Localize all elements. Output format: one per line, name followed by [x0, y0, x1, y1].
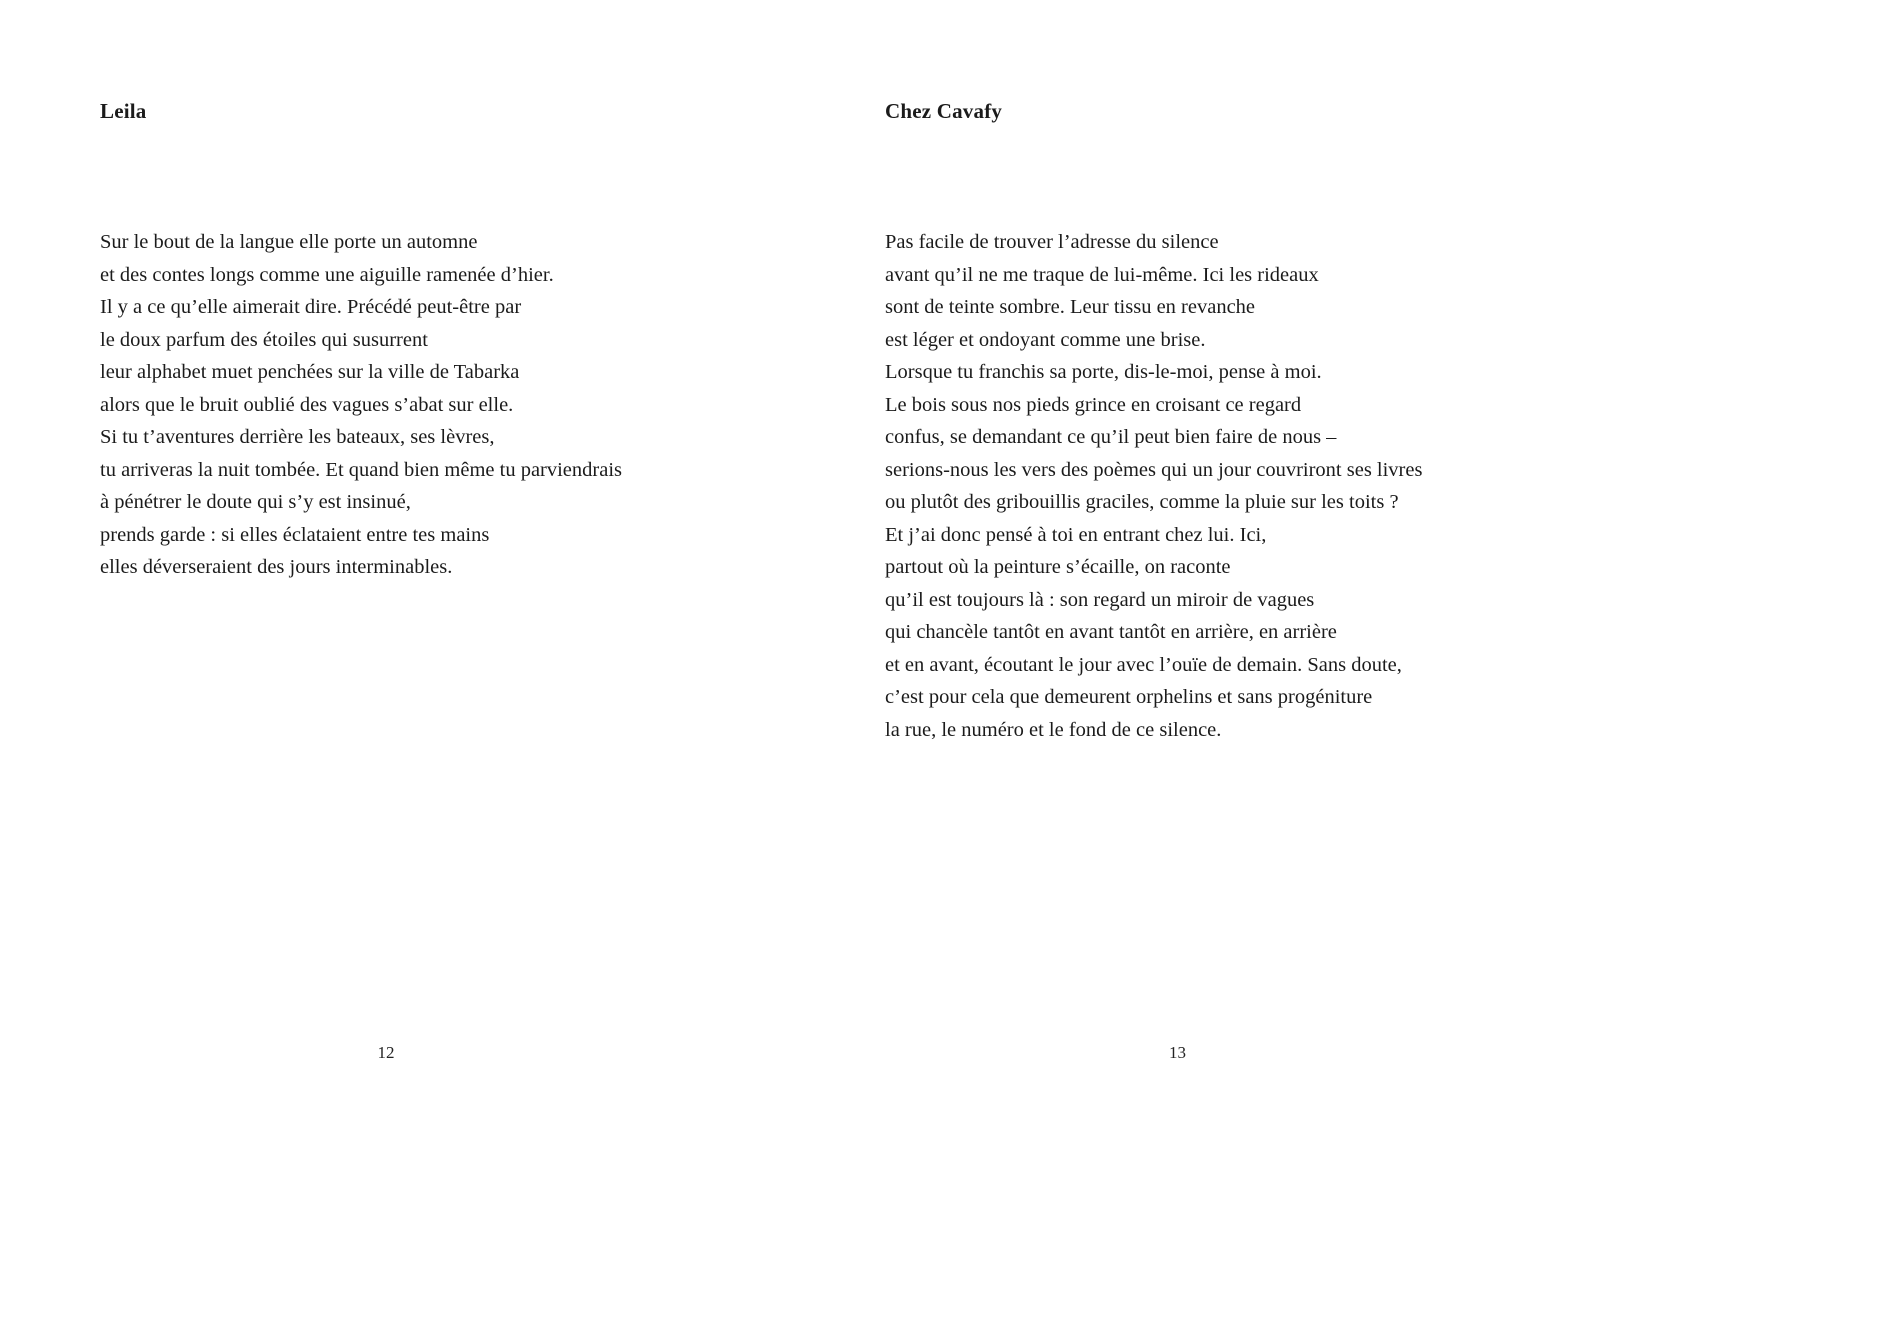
poem-line: qui chancèle tantôt en avant tantôt en arrière, en arrière [885, 621, 1337, 643]
poem-line: et en avant, écoutant le jour avec l’ouïe de demain. Sans doute, [885, 653, 1402, 676]
poem-line: partout où la peinture s’écaille, on raconte [885, 556, 1231, 578]
poem-body-right [885, 226, 1470, 746]
poem-line: Pas facile de trouver l’adresse du silence [885, 231, 1219, 253]
poem-line: Le bois sous nos pieds grince en croisant ce regard [885, 393, 1302, 416]
poem-line: à pénétrer le doute qui s’y est insinué, [100, 491, 411, 513]
poem-line: Lorsque tu franchis sa porte, dis-le-moi, pense à moi. [885, 361, 1322, 383]
poem-line: tu arriveras la nuit tombée. Et quand bien même tu parviendrais [100, 458, 623, 481]
poem-line: alors que le bruit oublié des vagues s’abat sur elle. [100, 393, 514, 416]
poem-line: Si tu t’aventures derrière les bateaux, ses lèvres, [100, 426, 495, 448]
page-number-right: 13 [1169, 1043, 1186, 1062]
poem-title-right: Chez Cavafy [885, 99, 1003, 123]
poem-line: elles déverseraient des jours interminables. [100, 556, 453, 578]
right-page [885, 0, 1470, 1339]
left-page [100, 0, 672, 1339]
poem-line: c’est pour cela que demeurent orphelins et sans progéniture [885, 686, 1373, 708]
poem-title-left: Leila [100, 99, 147, 123]
poem-line: leur alphabet muet penchées sur la ville de Tabarka [100, 361, 520, 383]
poem-line: la rue, le numéro et le fond de ce silence. [885, 718, 1222, 741]
poem-line: est léger et ondoyant comme une brise. [885, 328, 1206, 351]
poem-line: le doux parfum des étoiles qui susurrent [100, 328, 428, 351]
poem-line: avant qu’il ne me traque de lui-même. Ici les rideaux [885, 263, 1319, 286]
poem-line: sont de teinte sombre. Leur tissu en revanche [885, 296, 1256, 318]
poem-line: qu’il est toujours là : son regard un miroir de vagues [885, 588, 1315, 611]
poem-line: Et j’ai donc pensé à toi en entrant chez lui. Ici, [885, 523, 1267, 546]
poem-line: prends garde : si elles éclataient entre tes mains [100, 523, 490, 546]
poem-body-left [100, 226, 672, 584]
poem-line: et des contes longs comme une aiguille ramenée d’hier. [100, 263, 554, 286]
page-number-left: 12 [377, 1043, 395, 1062]
poem-line: ou plutôt des gribouillis graciles, comme la pluie sur les toits ? [885, 491, 1399, 513]
poem-line: Sur le bout de la langue elle porte un automne [100, 231, 478, 253]
poem-line: serions-nous les vers des poèmes qui un jour couvriront ses livres [885, 458, 1423, 481]
poem-line: confus, se demandant ce qu’il peut bien faire de nous – [885, 426, 1337, 448]
poem-line: Il y a ce qu’elle aimerait dire. Précédé peut-être par [100, 296, 522, 318]
